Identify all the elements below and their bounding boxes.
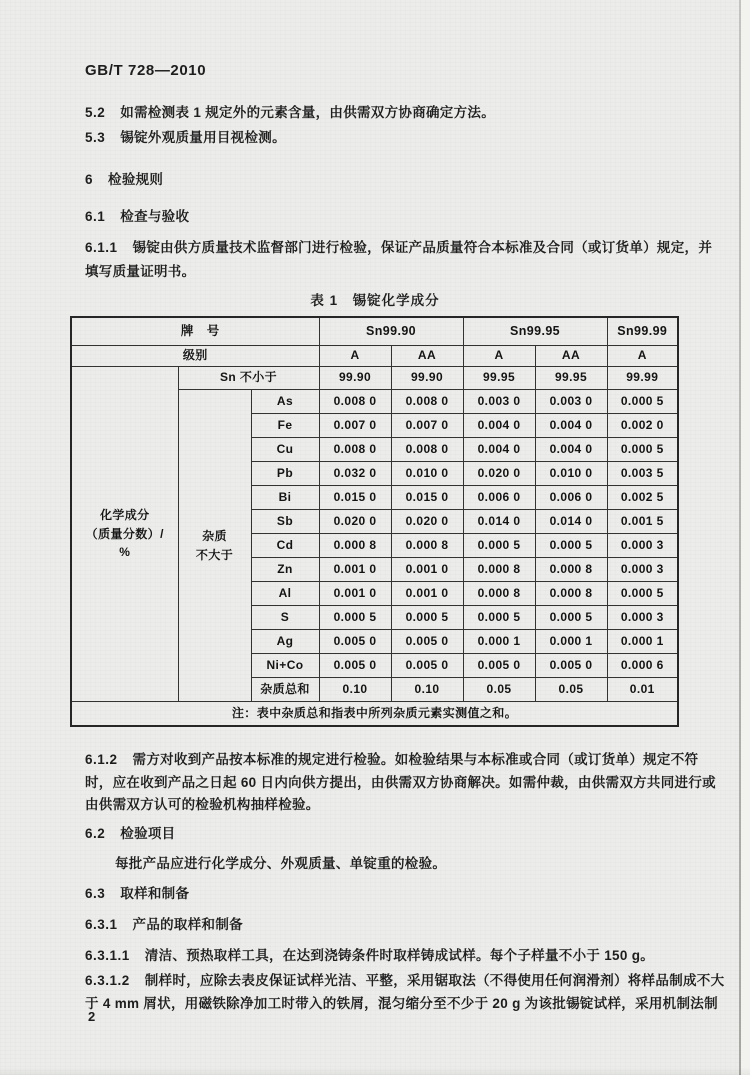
clause-number: 6 xyxy=(85,172,94,187)
impurity-value: 0.01 xyxy=(607,678,678,702)
clause-text: 锡锭外观质量用目视检测。 xyxy=(120,130,286,145)
grade-value: AA xyxy=(391,346,463,367)
impurity-group-label xyxy=(178,390,251,702)
impurity-value: 0.001 0 xyxy=(391,582,463,606)
impurity-value: 0.003 0 xyxy=(463,390,535,414)
impurity-value: 0.008 0 xyxy=(391,390,463,414)
clause-6-1-2-line3 xyxy=(85,793,320,813)
impurity-value: 0.006 0 xyxy=(535,486,607,510)
impurity-value: 0.000 6 xyxy=(607,654,678,678)
heading-text: 检验规则 xyxy=(108,172,164,187)
impurity-value: 0.007 0 xyxy=(319,414,391,438)
element-name: Al xyxy=(251,582,319,606)
impurity-value: 0.000 8 xyxy=(463,582,535,606)
brand-sn9995: Sn99.95 xyxy=(463,317,607,346)
element-name: Bi xyxy=(251,486,319,510)
impurity-group-label-line: 不大于 xyxy=(195,547,234,562)
clause-6-2-body xyxy=(115,852,446,872)
impurity-value: 0.000 1 xyxy=(463,630,535,654)
clause-number: 6.3.1 xyxy=(85,917,118,932)
impurity-value: 0.003 5 xyxy=(607,462,678,486)
sn-value: 99.95 xyxy=(463,367,535,390)
clause-6-1-1-line2 xyxy=(85,260,195,280)
impurity-value: 0.008 0 xyxy=(319,390,391,414)
element-name: Ni+Co xyxy=(251,654,319,678)
heading-6-1 xyxy=(85,205,189,225)
clause-text: 锡锭由供方质量技术监督部门进行检验，保证产品质量符合本标准及合同（或订货单）规定，并 xyxy=(132,240,713,255)
element-name: 杂质总和 xyxy=(251,678,319,702)
clause-number: 5.2 xyxy=(85,105,106,120)
sn-row xyxy=(71,367,678,390)
impurity-value: 0.003 0 xyxy=(535,390,607,414)
chemical-composition-table xyxy=(70,316,679,727)
impurity-value: 0.001 0 xyxy=(391,558,463,582)
impurity-value: 0.004 0 xyxy=(535,414,607,438)
clause-text: 时，应在收到产品之日起 60 日内向供方提出，由供需双方协商解决。如需仲裁，由供需双方共同进行或 xyxy=(85,775,716,790)
impurity-value: 0.000 5 xyxy=(607,438,678,462)
element-name: S xyxy=(251,606,319,630)
grade-value: A xyxy=(463,346,535,367)
element-name: Pb xyxy=(251,462,319,486)
heading-6 xyxy=(85,168,163,188)
impurity-value: 0.005 0 xyxy=(319,654,391,678)
note-row xyxy=(71,702,678,727)
impurity-group-label-line: 杂质 xyxy=(202,528,227,543)
clause-6-3-1-2-line1 xyxy=(85,969,724,989)
brand-header-label: 牌 号 xyxy=(71,317,319,346)
impurity-value: 0.002 5 xyxy=(607,486,678,510)
impurity-value: 0.000 5 xyxy=(607,582,678,606)
grade-header-label: 级别 xyxy=(71,346,319,367)
clause-number: 6.3.1.1 xyxy=(85,948,130,963)
impurity-value: 0.007 0 xyxy=(391,414,463,438)
heading-text: 检查与验收 xyxy=(120,209,190,224)
impurity-value: 0.000 5 xyxy=(463,606,535,630)
grade-value: AA xyxy=(535,346,607,367)
impurity-value: 0.020 0 xyxy=(463,462,535,486)
page-number: 2 xyxy=(88,1009,96,1024)
impurity-value: 0.014 0 xyxy=(463,510,535,534)
clause-6-1-1-line1 xyxy=(85,236,712,256)
impurity-value: 0.001 5 xyxy=(607,510,678,534)
clause-text: 由供需双方认可的检验机构抽样检验。 xyxy=(85,797,320,812)
impurity-value: 0.000 3 xyxy=(607,534,678,558)
clause-text: 每批产品应进行化学成分、外观质量、单锭重的检验。 xyxy=(115,856,447,871)
brand-sn9999: Sn99.99 xyxy=(607,317,678,346)
sn-value: 99.90 xyxy=(319,367,391,390)
impurity-value: 0.000 5 xyxy=(535,606,607,630)
impurity-value: 0.008 0 xyxy=(319,438,391,462)
impurity-value: 0.005 0 xyxy=(391,630,463,654)
scan-bottom-shade xyxy=(0,1067,750,1075)
impurity-value: 0.005 0 xyxy=(319,630,391,654)
clause-number: 6.3 xyxy=(85,886,106,901)
sn-value: 99.90 xyxy=(391,367,463,390)
impurity-value: 0.010 0 xyxy=(391,462,463,486)
clause-number: 6.1.2 xyxy=(85,752,118,767)
grade-value: A xyxy=(319,346,391,367)
impurity-value: 0.005 0 xyxy=(391,654,463,678)
impurity-value: 0.000 1 xyxy=(607,630,678,654)
impurity-value: 0.000 8 xyxy=(391,534,463,558)
impurity-value: 0.000 3 xyxy=(607,606,678,630)
impurity-value: 0.000 8 xyxy=(463,558,535,582)
clause-text: 清洁、预热取样工具，在达到浇铸条件时取样铸成试样。每个子样量不小于 150 g。 xyxy=(144,948,655,963)
clause-6-3-1-2-line2 xyxy=(85,992,718,1012)
clause-6-3-1-1 xyxy=(85,944,654,964)
impurity-value: 0.10 xyxy=(319,678,391,702)
heading-text: 取样和制备 xyxy=(120,886,190,901)
chem-composition-label xyxy=(71,367,178,702)
chem-label-line: 化学成分 xyxy=(99,508,150,523)
grade-row xyxy=(71,346,678,367)
impurity-value: 0.000 5 xyxy=(319,606,391,630)
impurity-value: 0.001 0 xyxy=(319,582,391,606)
impurity-value: 0.004 0 xyxy=(463,414,535,438)
grade-value: A xyxy=(607,346,678,367)
heading-text: 检验项目 xyxy=(120,826,176,841)
clause-text: 制样时，应除去表皮保证试样光洁、平整，采用锯取法（不得使用任何润滑剂）将样品制成不大 xyxy=(144,973,725,988)
impurity-value: 0.015 0 xyxy=(319,486,391,510)
impurity-value: 0.005 0 xyxy=(463,654,535,678)
impurity-value: 0.006 0 xyxy=(463,486,535,510)
impurity-value: 0.000 1 xyxy=(535,630,607,654)
impurity-value: 0.001 0 xyxy=(319,558,391,582)
chem-label-line: % xyxy=(119,545,131,560)
brand-sn9990: Sn99.90 xyxy=(319,317,463,346)
impurity-value: 0.002 0 xyxy=(607,414,678,438)
table-note: 注：表中杂质总和指表中所列杂质元素实测值之和。 xyxy=(71,702,678,727)
sn-value: 99.99 xyxy=(607,367,678,390)
clause-text: 填写质量证明书。 xyxy=(85,264,196,279)
element-name: As xyxy=(251,390,319,414)
clause-number: 6.2 xyxy=(85,826,106,841)
scan-margin-strip xyxy=(741,0,750,1075)
impurity-value: 0.020 0 xyxy=(391,510,463,534)
element-name: Fe xyxy=(251,414,319,438)
element-name: Sb xyxy=(251,510,319,534)
impurity-value: 0.020 0 xyxy=(319,510,391,534)
impurity-value: 0.05 xyxy=(535,678,607,702)
impurity-value: 0.000 8 xyxy=(535,558,607,582)
impurity-value: 0.005 0 xyxy=(535,654,607,678)
element-name: Zn xyxy=(251,558,319,582)
impurity-value: 0.032 0 xyxy=(319,462,391,486)
element-name: Cd xyxy=(251,534,319,558)
chem-label-line: （质量分数）/ xyxy=(85,526,164,541)
impurity-value: 0.004 0 xyxy=(535,438,607,462)
impurity-value: 0.000 5 xyxy=(391,606,463,630)
impurity-value: 0.014 0 xyxy=(535,510,607,534)
impurity-value: 0.05 xyxy=(463,678,535,702)
heading-text: 产品的取样和制备 xyxy=(132,917,243,932)
clause-number: 5.3 xyxy=(85,130,106,145)
clause-text: 需方对收到产品按本标准的规定进行检验。如检验结果与本标准或合同（或订货单）规定不符 xyxy=(132,752,699,767)
impurity-value: 0.010 0 xyxy=(535,462,607,486)
clause-number: 6.1.1 xyxy=(85,240,118,255)
clause-6-1-2-line2 xyxy=(85,771,716,791)
impurity-value: 0.000 8 xyxy=(535,582,607,606)
clause-number: 6.3.1.2 xyxy=(85,973,130,988)
sn-value: 99.95 xyxy=(535,367,607,390)
sn-min-label: Sn 不小于 xyxy=(178,367,319,390)
table-caption: 表 1 锡锭化学成分 xyxy=(310,293,440,308)
clause-6-1-2-line1 xyxy=(85,748,698,768)
impurity-value: 0.000 5 xyxy=(535,534,607,558)
impurity-value: 0.015 0 xyxy=(391,486,463,510)
clause-text: 如需检测表 1 规定外的元素含量，由供需双方协商确定方法。 xyxy=(120,105,495,120)
impurity-value: 0.008 0 xyxy=(391,438,463,462)
element-name: Cu xyxy=(251,438,319,462)
impurity-value: 0.000 5 xyxy=(463,534,535,558)
impurity-value: 0.000 3 xyxy=(607,558,678,582)
impurity-value: 0.000 8 xyxy=(319,534,391,558)
heading-6-3 xyxy=(85,882,189,902)
brand-row xyxy=(71,317,678,346)
clause-text: 于 4 mm 屑状，用磁铁除净加工时带入的铁屑，混匀缩分至不少于 20 g 为该批锡锭试样，采用机制法制 xyxy=(85,996,718,1011)
heading-6-3-1 xyxy=(85,913,243,933)
impurity-value: 0.004 0 xyxy=(463,438,535,462)
clause-5-3 xyxy=(85,126,286,146)
heading-6-2 xyxy=(85,822,175,842)
clause-number: 6.1 xyxy=(85,209,106,224)
impurity-value: 0.000 5 xyxy=(607,390,678,414)
impurity-value: 0.10 xyxy=(391,678,463,702)
clause-5-2 xyxy=(85,101,495,121)
element-name: Ag xyxy=(251,630,319,654)
doc-code: GB/T 728—2010 xyxy=(85,62,207,79)
